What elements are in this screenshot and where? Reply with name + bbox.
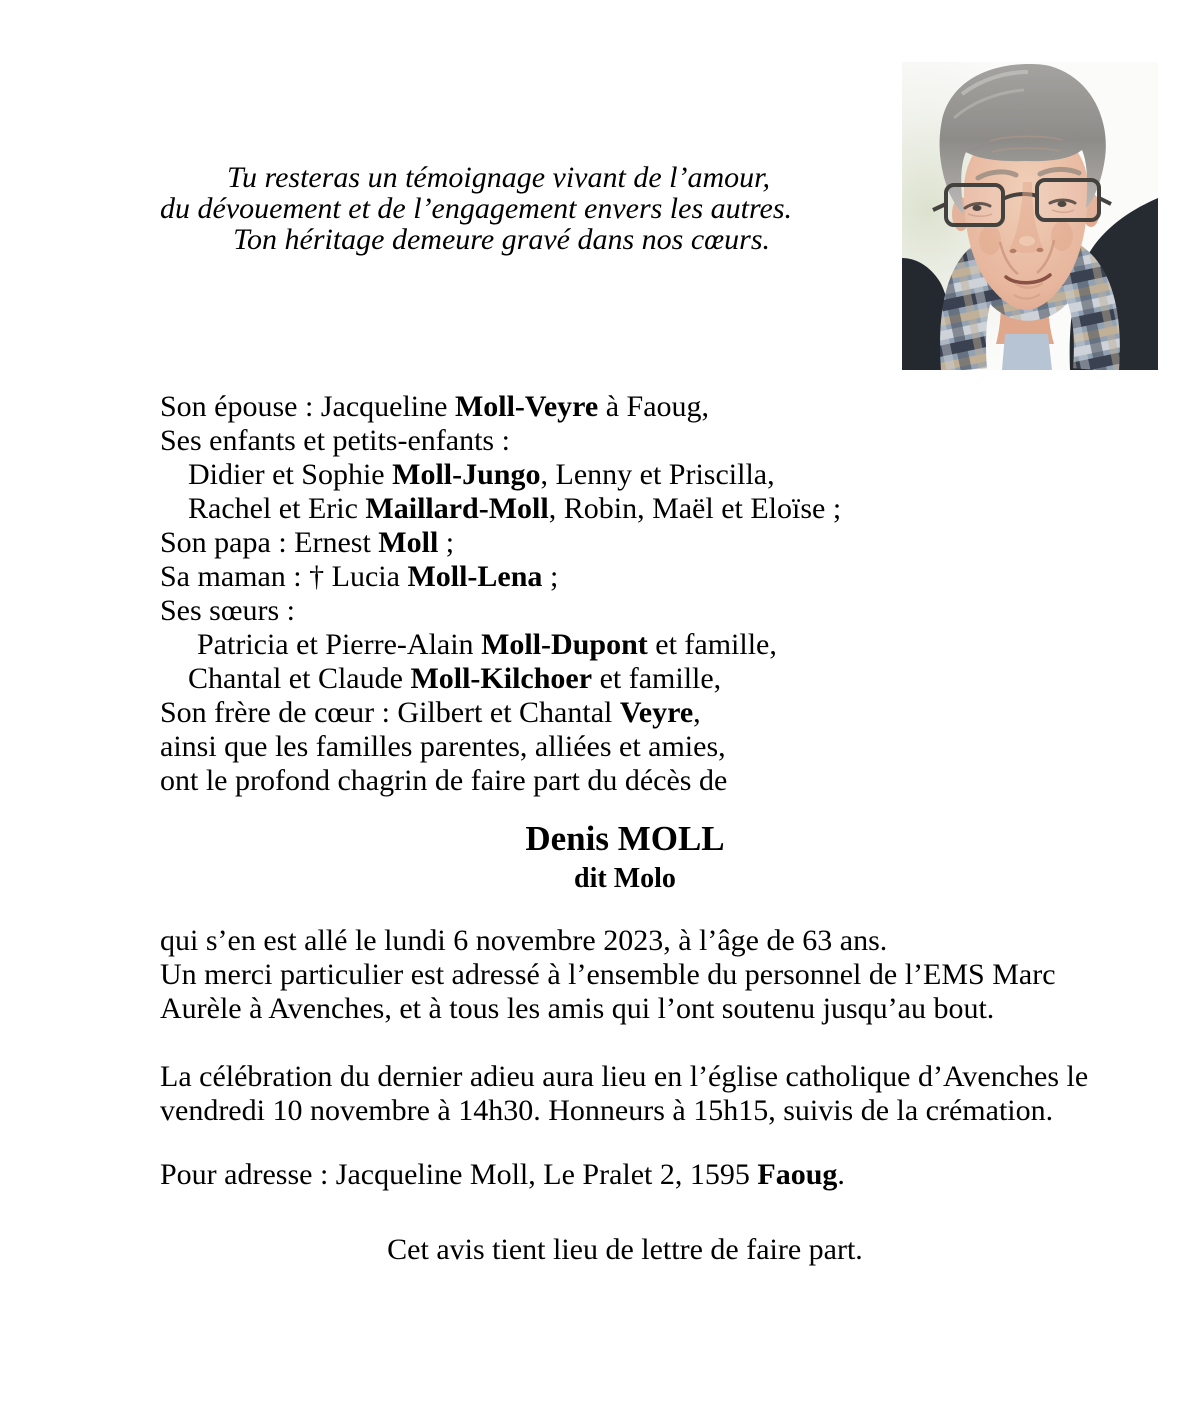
- text-line: Chantal et Claude Moll-Kilchoer et famille,: [188, 662, 722, 695]
- text-line: ont le profond chagrin de faire part du décès de: [160, 764, 728, 797]
- family-list: [160, 390, 1090, 798]
- text-line: qui s’en est allé le lundi 6 novembre 2023, à l’âge de 63 ans.: [160, 924, 888, 957]
- text-line: vendredi 10 novembre à 14h30. Honneurs à 15h15, suivis de la crémation.: [160, 1094, 1054, 1127]
- text-line: Son papa : Ernest Moll ;: [160, 526, 455, 559]
- text-line: Pour adresse : Jacqueline Moll, Le Pralet 2, 1595 Faoug.: [160, 1158, 845, 1191]
- text-line: du dévouement et de l’engagement envers les autres.: [160, 192, 793, 225]
- text-line: Patricia et Pierre-Alain Moll-Dupont et famille,: [197, 628, 777, 661]
- death-announcement: [160, 924, 1090, 1026]
- text-line: La célébration du dernier adieu aura lieu en l’église catholique d’Avenches le: [160, 1060, 1089, 1093]
- closing-note: Cet avis tient lieu de lettre de faire part.: [387, 1233, 863, 1266]
- text-line: Didier et Sophie Moll-Jungo, Lenny et Priscilla,: [188, 458, 775, 491]
- deceased-nickname: dit Molo: [574, 863, 676, 894]
- deceased-name: Denis MOLL: [525, 819, 725, 858]
- text-line: Tu resteras un témoignage vivant de l’amour,: [226, 161, 770, 194]
- text-line: ainsi que les familles parentes, alliées et amies,: [160, 730, 726, 763]
- text-line: Ses sœurs :: [160, 594, 296, 627]
- memorial-quote: [160, 161, 793, 256]
- text-line: Ton héritage demeure gravé dans nos cœurs.: [233, 223, 770, 256]
- contact-address: [160, 1158, 1090, 1192]
- obituary-content: [160, 0, 1090, 1267]
- text-line: Son épouse : Jacqueline Moll-Veyre à Faoug,: [160, 390, 710, 423]
- ceremony-details: [160, 1060, 1090, 1128]
- text-line: Sa maman : † Lucia Moll-Lena ;: [160, 560, 559, 593]
- text-line: Un merci particulier est adressé à l’ensemble du personnel de l’EMS Marc: [160, 958, 1056, 991]
- text-line: Aurèle à Avenches, et à tous les amis qui l’ont soutenu jusqu’au bout.: [160, 992, 995, 1025]
- text-line: Ses enfants et petits-enfants :: [160, 424, 510, 457]
- text-line: Son frère de cœur : Gilbert et Chantal Veyre,: [160, 696, 701, 729]
- text-line: Rachel et Eric Maillard-Moll, Robin, Maël et Eloïse ;: [188, 492, 842, 525]
